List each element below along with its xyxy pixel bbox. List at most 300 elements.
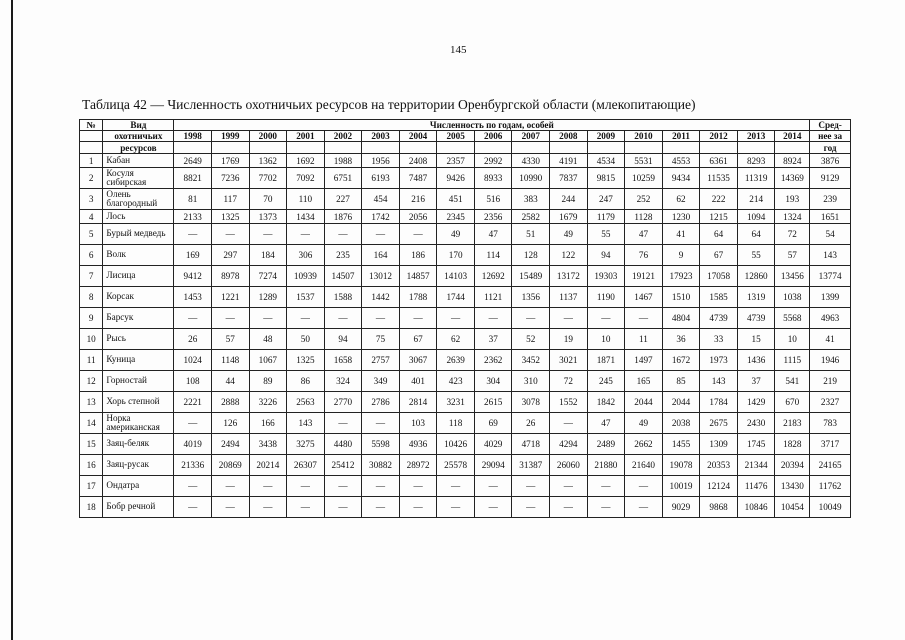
count-cell: —: [324, 476, 362, 497]
count-cell: 10: [775, 329, 810, 350]
table-row: [80, 497, 851, 518]
count-cell: 4330: [512, 154, 550, 168]
count-cell: 44: [211, 371, 249, 392]
count-cell: —: [625, 308, 663, 329]
count-cell: 2489: [587, 434, 625, 455]
header-year: 2011: [662, 131, 700, 142]
count-cell: 13430: [775, 476, 810, 497]
count-cell: 1658: [324, 350, 362, 371]
count-cell: 28972: [399, 455, 437, 476]
count-cell: 4294: [550, 434, 588, 455]
count-cell: 117: [211, 189, 249, 210]
count-cell: 2221: [174, 392, 212, 413]
row-number: 18: [80, 497, 103, 518]
header-avg: Сред-: [810, 120, 851, 131]
count-cell: 8978: [211, 266, 249, 287]
count-cell: —: [174, 413, 212, 434]
count-cell: 10426: [437, 434, 475, 455]
row-number: 10: [80, 329, 103, 350]
count-cell: 1325: [211, 210, 249, 224]
count-cell: —: [211, 224, 249, 245]
average-cell: 143: [810, 245, 851, 266]
count-cell: 12692: [474, 266, 512, 287]
header-year: 2001: [287, 131, 325, 142]
count-cell: 122: [550, 245, 588, 266]
count-cell: —: [174, 224, 212, 245]
header-year: 2002: [324, 131, 362, 142]
row-number: 17: [80, 476, 103, 497]
count-cell: 1038: [775, 287, 810, 308]
row-number: 9: [80, 308, 103, 329]
count-cell: 10: [587, 329, 625, 350]
count-cell: 21344: [737, 455, 775, 476]
count-cell: 383: [512, 189, 550, 210]
count-cell: 2582: [512, 210, 550, 224]
count-cell: 1788: [399, 287, 437, 308]
count-cell: 13012: [362, 266, 400, 287]
count-cell: 62: [437, 329, 475, 350]
table-row: [80, 245, 851, 266]
count-cell: 3438: [249, 434, 287, 455]
count-cell: 9426: [437, 168, 475, 189]
count-cell: 14507: [324, 266, 362, 287]
count-cell: 454: [362, 189, 400, 210]
count-cell: —: [362, 476, 400, 497]
count-cell: 4534: [587, 154, 625, 168]
count-cell: 8293: [737, 154, 775, 168]
count-cell: 216: [399, 189, 437, 210]
count-cell: 67: [399, 329, 437, 350]
count-cell: 14857: [399, 266, 437, 287]
count-cell: 4480: [324, 434, 362, 455]
count-cell: 25412: [324, 455, 362, 476]
count-cell: 4718: [512, 434, 550, 455]
count-cell: —: [550, 476, 588, 497]
count-cell: —: [587, 497, 625, 518]
count-cell: 1769: [211, 154, 249, 168]
count-cell: 227: [324, 189, 362, 210]
count-cell: 55: [587, 224, 625, 245]
count-cell: 51: [512, 224, 550, 245]
row-number: 6: [80, 245, 103, 266]
count-cell: —: [249, 224, 287, 245]
count-cell: 164: [362, 245, 400, 266]
count-cell: 75: [362, 329, 400, 350]
count-cell: 64: [737, 224, 775, 245]
row-number: 5: [80, 224, 103, 245]
average-cell: 1399: [810, 287, 851, 308]
header-year-blank: [625, 142, 663, 154]
count-cell: 50: [287, 329, 325, 350]
count-cell: 12124: [700, 476, 738, 497]
count-cell: 2056: [399, 210, 437, 224]
count-cell: 186: [399, 245, 437, 266]
header-year: 2006: [474, 131, 512, 142]
page-number: 145: [450, 44, 467, 56]
count-cell: —: [362, 308, 400, 329]
count-cell: 143: [287, 413, 325, 434]
binding-edge-line: [11, 0, 13, 640]
count-cell: 57: [211, 329, 249, 350]
count-cell: 1973: [700, 350, 738, 371]
header-year-blank: [174, 142, 212, 154]
count-cell: 451: [437, 189, 475, 210]
header-num-blank: [80, 131, 103, 142]
count-cell: 21880: [587, 455, 625, 476]
count-cell: 9434: [662, 168, 700, 189]
count-cell: 2786: [362, 392, 400, 413]
species-name: Куница: [103, 350, 174, 371]
count-cell: —: [587, 476, 625, 497]
average-cell: 10049: [810, 497, 851, 518]
count-cell: 2888: [211, 392, 249, 413]
count-cell: 214: [737, 189, 775, 210]
count-cell: 69: [474, 413, 512, 434]
count-cell: 423: [437, 371, 475, 392]
count-cell: 26307: [287, 455, 325, 476]
header-num-blank: [80, 142, 103, 154]
count-cell: —: [512, 476, 550, 497]
count-cell: 85: [662, 371, 700, 392]
count-cell: 1067: [249, 350, 287, 371]
average-cell: 41: [810, 329, 851, 350]
count-cell: 401: [399, 371, 437, 392]
count-cell: —: [437, 476, 475, 497]
average-cell: 1946: [810, 350, 851, 371]
count-cell: 19: [550, 329, 588, 350]
count-cell: 76: [625, 245, 663, 266]
species-name: Хорь степной: [103, 392, 174, 413]
count-cell: 1956: [362, 154, 400, 168]
count-cell: 1876: [324, 210, 362, 224]
count-cell: 26: [174, 329, 212, 350]
count-cell: 2675: [700, 413, 738, 434]
header-year-blank: [211, 142, 249, 154]
count-cell: 2345: [437, 210, 475, 224]
count-cell: 7702: [249, 168, 287, 189]
count-cell: 114: [474, 245, 512, 266]
count-cell: 7837: [550, 168, 588, 189]
count-cell: 57: [775, 245, 810, 266]
header-year: 2005: [437, 131, 475, 142]
count-cell: 516: [474, 189, 512, 210]
count-cell: 11: [625, 329, 663, 350]
count-cell: 349: [362, 371, 400, 392]
count-cell: 9: [662, 245, 700, 266]
count-cell: 8933: [474, 168, 512, 189]
table-row: [80, 308, 851, 329]
count-cell: 2615: [474, 392, 512, 413]
header-year-blank: [587, 142, 625, 154]
header-year: 2004: [399, 131, 437, 142]
count-cell: 9868: [700, 497, 738, 518]
count-cell: 19078: [662, 455, 700, 476]
header-year-blank: [287, 142, 325, 154]
header-year: 2000: [249, 131, 287, 142]
count-cell: 17058: [700, 266, 738, 287]
table-row: [80, 287, 851, 308]
average-cell: 13774: [810, 266, 851, 287]
count-cell: 1510: [662, 287, 700, 308]
count-cell: 1325: [287, 350, 325, 371]
count-cell: 126: [211, 413, 249, 434]
count-cell: 21336: [174, 455, 212, 476]
count-cell: 6361: [700, 154, 738, 168]
count-cell: 37: [737, 371, 775, 392]
count-cell: 89: [249, 371, 287, 392]
count-cell: 81: [174, 189, 212, 210]
count-cell: 3226: [249, 392, 287, 413]
count-cell: 2133: [174, 210, 212, 224]
count-cell: 306: [287, 245, 325, 266]
header-group: Численность по годам, особей: [174, 120, 810, 131]
count-cell: 2362: [474, 350, 512, 371]
count-cell: 245: [587, 371, 625, 392]
count-cell: 2770: [324, 392, 362, 413]
average-cell: 3717: [810, 434, 851, 455]
count-cell: 1215: [700, 210, 738, 224]
header-year: 2014: [775, 131, 810, 142]
count-cell: 10019: [662, 476, 700, 497]
count-cell: 128: [512, 245, 550, 266]
row-number: 14: [80, 413, 103, 434]
header-year: 2010: [625, 131, 663, 142]
species-name: Олень благородный: [103, 189, 174, 210]
count-cell: 11476: [737, 476, 775, 497]
row-number: 4: [80, 210, 103, 224]
count-cell: 103: [399, 413, 437, 434]
count-cell: 1453: [174, 287, 212, 308]
count-cell: —: [287, 497, 325, 518]
header-year: 1999: [211, 131, 249, 142]
count-cell: 72: [550, 371, 588, 392]
header-num: №: [80, 120, 103, 131]
header-year: 2008: [550, 131, 588, 142]
count-cell: 17923: [662, 266, 700, 287]
count-cell: 110: [287, 189, 325, 210]
species-name: Бобр речной: [103, 497, 174, 518]
count-cell: 1497: [625, 350, 663, 371]
table-row: [80, 210, 851, 224]
count-cell: 143: [700, 371, 738, 392]
count-cell: 8924: [775, 154, 810, 168]
average-cell: 219: [810, 371, 851, 392]
count-cell: 1324: [775, 210, 810, 224]
header-year-blank: [437, 142, 475, 154]
count-cell: 1842: [587, 392, 625, 413]
count-cell: 7092: [287, 168, 325, 189]
count-cell: 26060: [550, 455, 588, 476]
count-cell: 3078: [512, 392, 550, 413]
species-name: Заяц-русак: [103, 455, 174, 476]
count-cell: 184: [249, 245, 287, 266]
count-cell: —: [474, 497, 512, 518]
table-row: [80, 371, 851, 392]
count-cell: 4191: [550, 154, 588, 168]
count-cell: 47: [474, 224, 512, 245]
count-cell: 9815: [587, 168, 625, 189]
count-cell: —: [512, 497, 550, 518]
count-cell: 108: [174, 371, 212, 392]
count-cell: 1552: [550, 392, 588, 413]
header-species: Вид: [103, 120, 174, 131]
header-avg-sub: нее за: [810, 131, 851, 142]
count-cell: 1455: [662, 434, 700, 455]
count-cell: 48: [249, 329, 287, 350]
count-cell: 1537: [287, 287, 325, 308]
count-cell: 10846: [737, 497, 775, 518]
count-cell: 10454: [775, 497, 810, 518]
count-cell: 4029: [474, 434, 512, 455]
header-year: 2009: [587, 131, 625, 142]
count-cell: 5531: [625, 154, 663, 168]
header-species-sub2: ресурсов: [103, 142, 174, 154]
species-name: Бурый медведь: [103, 224, 174, 245]
count-cell: 1679: [550, 210, 588, 224]
count-cell: 29094: [474, 455, 512, 476]
count-cell: 7236: [211, 168, 249, 189]
count-cell: 1467: [625, 287, 663, 308]
header-year: 1998: [174, 131, 212, 142]
count-cell: —: [587, 308, 625, 329]
count-cell: 4936: [399, 434, 437, 455]
count-cell: 2814: [399, 392, 437, 413]
count-cell: 62: [662, 189, 700, 210]
count-cell: —: [550, 308, 588, 329]
count-cell: 94: [324, 329, 362, 350]
count-cell: 1744: [437, 287, 475, 308]
header-year-blank: [775, 142, 810, 154]
header-year-blank: [249, 142, 287, 154]
count-cell: —: [362, 413, 400, 434]
header-year-blank: [399, 142, 437, 154]
species-name: Заяц-беляк: [103, 434, 174, 455]
count-cell: —: [324, 497, 362, 518]
count-cell: —: [550, 497, 588, 518]
count-cell: 11319: [737, 168, 775, 189]
count-cell: —: [362, 224, 400, 245]
count-cell: 49: [625, 413, 663, 434]
count-cell: —: [174, 308, 212, 329]
header-year: 2003: [362, 131, 400, 142]
count-cell: 541: [775, 371, 810, 392]
table-caption: Таблица 42 — Численность охотничьих ресурсов на территории Оренбургской области (млекопитающие): [82, 97, 696, 112]
count-cell: 36: [662, 329, 700, 350]
row-number: 3: [80, 189, 103, 210]
table-row: [80, 350, 851, 371]
count-cell: 1221: [211, 287, 249, 308]
count-cell: 72: [775, 224, 810, 245]
count-cell: —: [550, 413, 588, 434]
count-cell: —: [399, 308, 437, 329]
species-name: Ондатра: [103, 476, 174, 497]
count-cell: 14369: [775, 168, 810, 189]
count-cell: 1871: [587, 350, 625, 371]
count-cell: —: [211, 308, 249, 329]
count-cell: 6751: [324, 168, 362, 189]
count-cell: 1356: [512, 287, 550, 308]
count-cell: 1429: [737, 392, 775, 413]
table-row: [80, 266, 851, 287]
average-cell: 3876: [810, 154, 851, 168]
row-number: 13: [80, 392, 103, 413]
header-year-blank: [362, 142, 400, 154]
count-cell: 170: [437, 245, 475, 266]
count-cell: 1784: [700, 392, 738, 413]
average-cell: 2327: [810, 392, 851, 413]
count-cell: 11535: [700, 168, 738, 189]
count-cell: 1434: [287, 210, 325, 224]
count-cell: —: [399, 476, 437, 497]
count-cell: 64: [700, 224, 738, 245]
count-cell: 1442: [362, 287, 400, 308]
count-cell: 2662: [625, 434, 663, 455]
count-cell: 4739: [700, 308, 738, 329]
count-cell: 1190: [587, 287, 625, 308]
count-cell: 297: [211, 245, 249, 266]
count-cell: 1988: [324, 154, 362, 168]
count-cell: 21640: [625, 455, 663, 476]
species-name: Кабан: [103, 154, 174, 168]
count-cell: —: [399, 497, 437, 518]
count-cell: 2183: [775, 413, 810, 434]
count-cell: 10259: [625, 168, 663, 189]
count-cell: 6193: [362, 168, 400, 189]
count-cell: 10990: [512, 168, 550, 189]
count-cell: 244: [550, 189, 588, 210]
count-cell: 1024: [174, 350, 212, 371]
count-cell: 1742: [362, 210, 400, 224]
count-cell: 324: [324, 371, 362, 392]
count-cell: 13172: [550, 266, 588, 287]
count-cell: 3452: [512, 350, 550, 371]
species-name: Лисица: [103, 266, 174, 287]
count-cell: 1362: [249, 154, 287, 168]
count-cell: 2357: [437, 154, 475, 168]
count-cell: 222: [700, 189, 738, 210]
count-cell: 1128: [625, 210, 663, 224]
count-cell: —: [287, 308, 325, 329]
count-cell: —: [474, 308, 512, 329]
count-cell: 31387: [512, 455, 550, 476]
count-cell: —: [399, 224, 437, 245]
species-name: Косуля сибирская: [103, 168, 174, 189]
count-cell: —: [324, 308, 362, 329]
table-row: [80, 224, 851, 245]
row-number: 7: [80, 266, 103, 287]
row-number: 1: [80, 154, 103, 168]
count-cell: 52: [512, 329, 550, 350]
count-cell: 670: [775, 392, 810, 413]
count-cell: —: [174, 497, 212, 518]
count-cell: 15: [737, 329, 775, 350]
count-cell: 1672: [662, 350, 700, 371]
average-cell: 4963: [810, 308, 851, 329]
count-cell: 304: [474, 371, 512, 392]
header-year-blank: [662, 142, 700, 154]
count-cell: 252: [625, 189, 663, 210]
species-name: Горностай: [103, 371, 174, 392]
count-cell: 33: [700, 329, 738, 350]
count-cell: 37: [474, 329, 512, 350]
count-cell: 7274: [249, 266, 287, 287]
table-row: [80, 434, 851, 455]
table-row: [80, 154, 851, 168]
count-cell: 1585: [700, 287, 738, 308]
count-cell: 20869: [211, 455, 249, 476]
count-cell: 25578: [437, 455, 475, 476]
count-cell: —: [437, 497, 475, 518]
